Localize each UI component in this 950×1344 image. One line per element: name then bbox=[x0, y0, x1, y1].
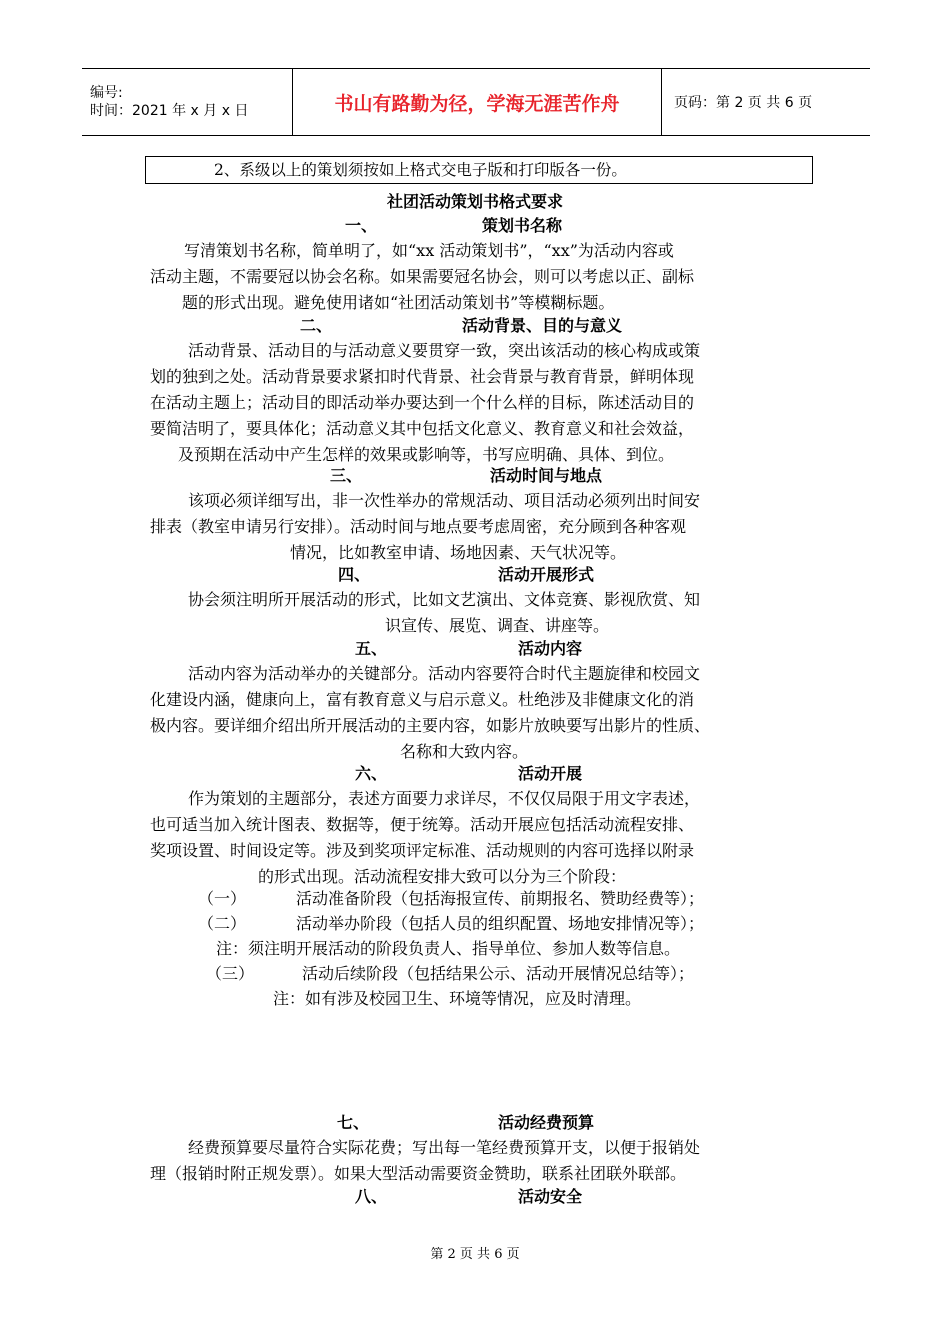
section-heading-1 bbox=[0, 214, 950, 238]
paragraph-3 bbox=[150, 488, 810, 566]
text-line: 活动内容为活动举办的关键部分。活动内容要符合时代主题旋律和校园文 bbox=[188, 664, 701, 683]
text-line: 该项必须详细写出，非一次性举办的常规活动、项目活动必须列出时间安 bbox=[188, 491, 701, 510]
stage-2 bbox=[198, 911, 838, 937]
text-line: 也可适当加入统计图表、数据等，便于统筹。活动开展应包括活动流程安排、 bbox=[150, 815, 695, 834]
section-number: 六、 bbox=[355, 764, 388, 783]
text-line: 理（报销时附正规发票）。如果大型活动需要资金赞助，联系社团联外联部。 bbox=[150, 1164, 687, 1183]
section-number: 三、 bbox=[330, 466, 363, 485]
text-line: 划的独到之处。活动背景要求紧扣时代背景、社会背景与教育背景，鲜明体现 bbox=[150, 367, 695, 386]
section-number: 五、 bbox=[355, 639, 388, 658]
section-heading-8 bbox=[0, 1185, 950, 1209]
text-line: 情况，比如教室申请、场地因素、天气状况等。 bbox=[290, 543, 627, 562]
section-heading-3 bbox=[0, 464, 950, 488]
paragraph-6 bbox=[150, 786, 810, 890]
section-title: 活动背景、目的与意义 bbox=[462, 316, 623, 335]
section-title: 活动开展 bbox=[518, 764, 583, 783]
text-line: 经费预算要尽量符合实际花费；写出每一笔经费预算开支，以便于报销处 bbox=[188, 1138, 701, 1157]
paragraph-1 bbox=[150, 238, 810, 316]
text-line: 识宣传、展览、调查、讲座等。 bbox=[385, 616, 610, 635]
text-line: 作为策划的主题部分，表述方面要力求详尽，不仅仅局限于用文字表述， bbox=[188, 789, 701, 808]
stage-text: 活动准备阶段（包括海报宣传、前期报名、赞助经费等）； bbox=[296, 889, 705, 908]
stage-1 bbox=[198, 886, 838, 912]
paragraph-5 bbox=[150, 661, 810, 765]
time-label: 时间：2021 年 x 月 x 日 bbox=[90, 103, 249, 119]
stage-note-1: 注：须注明开展活动的阶段负责人、指导单位、参加人数等信息。 bbox=[216, 939, 681, 958]
text-line: 要简洁明了，要具体化；活动意义其中包括文化意义、教育意义和社会效益， bbox=[150, 419, 695, 438]
paragraph-4 bbox=[150, 587, 810, 639]
stage-number: （一） bbox=[198, 889, 247, 908]
text-line: 在活动主题上；活动目的即活动举办要达到一个什么样的目标，陈述活动目的 bbox=[150, 393, 695, 412]
stage-number: （二） bbox=[198, 914, 247, 933]
section-heading-7 bbox=[0, 1111, 950, 1135]
text-line: 化建设内涵，健康向上，富有教育意义与启示意义。杜绝涉及非健康文化的消 bbox=[150, 690, 695, 709]
section-number: 四、 bbox=[338, 565, 371, 584]
header-page-label: 页码：第 2 页 共 6 页 bbox=[662, 69, 871, 136]
page-footer: 第 2 页 共 6 页 bbox=[430, 1247, 520, 1262]
header-motto: 书山有路勤为径，学海无涯苦作舟 bbox=[293, 69, 662, 136]
section-title: 活动安全 bbox=[518, 1187, 583, 1206]
text-line: 极内容。要详细介绍出所开展活动的主要内容，如影片放映要写出影片的性质、 bbox=[150, 716, 711, 735]
stage-text: 活动举办阶段（包括人员的组织配置、场地安排情况等）； bbox=[296, 914, 705, 933]
section-number: 一、 bbox=[345, 216, 378, 235]
text-line: 排表（教室申请另行安排）。活动时间与地点要考虑周密，充分顾到各种客观 bbox=[150, 517, 687, 536]
section-heading-4 bbox=[0, 563, 950, 587]
page-header bbox=[82, 68, 870, 136]
text-line: 写清策划书名称，简单明了，如“xx 活动策划书”，“xx”为活动内容或 bbox=[184, 241, 674, 260]
stage-note-2: 注：如有涉及校园卫生、环境等情况，应及时清理。 bbox=[273, 989, 642, 1008]
number-label: 编号: bbox=[90, 85, 123, 101]
text-line: 题的形式出现。避免使用诸如“社团活动策划书”等模糊标题。 bbox=[182, 293, 615, 312]
text-line: 及预期在活动中产生怎样的效果或影响等，书写应明确、具体、到位。 bbox=[178, 445, 675, 464]
paragraph-7 bbox=[150, 1135, 810, 1187]
section-number: 七、 bbox=[337, 1113, 370, 1132]
stage-3 bbox=[206, 961, 846, 987]
text-line: 奖项设置、时间设定等。涉及到奖项评定标准、活动规则的内容可选择以附录 bbox=[150, 841, 695, 860]
header-meta bbox=[82, 69, 293, 136]
section-heading-2 bbox=[0, 314, 950, 338]
text-line: 协会须注明所开展活动的形式，比如文艺演出、文体竞赛、影视欣赏、知 bbox=[188, 590, 701, 609]
document-title: 社团活动策划书格式要求 bbox=[386, 192, 563, 211]
stage-text: 活动后续阶段（包括结果公示、活动开展情况总结等）； bbox=[302, 964, 695, 983]
section-title: 活动开展形式 bbox=[498, 565, 595, 584]
section-title: 活动时间与地点 bbox=[490, 466, 603, 485]
stage-number: （三） bbox=[206, 964, 255, 983]
section-title: 策划书名称 bbox=[482, 216, 563, 235]
section-heading-6 bbox=[0, 762, 950, 786]
section-number: 八、 bbox=[355, 1187, 388, 1206]
section-number: 二、 bbox=[300, 316, 333, 335]
section-title: 活动经费预算 bbox=[498, 1113, 595, 1132]
section-heading-5 bbox=[0, 637, 950, 661]
text-line: 名称和大致内容。 bbox=[400, 742, 529, 761]
paragraph-2 bbox=[150, 338, 810, 468]
note-box: 2、系级以上的策划须按如上格式交电子版和打印版各一份。 bbox=[145, 156, 813, 184]
text-line: 活动背景、活动目的与活动意义要贯穿一致，突出该活动的核心构成或策 bbox=[188, 341, 701, 360]
section-title: 活动内容 bbox=[518, 639, 583, 658]
text-line: 活动主题，不需要冠以协会名称。如果需要冠名协会，则可以考虑以正、副标 bbox=[150, 267, 695, 286]
text-line: 的形式出现。活动流程安排大致可以分为三个阶段： bbox=[258, 867, 627, 886]
